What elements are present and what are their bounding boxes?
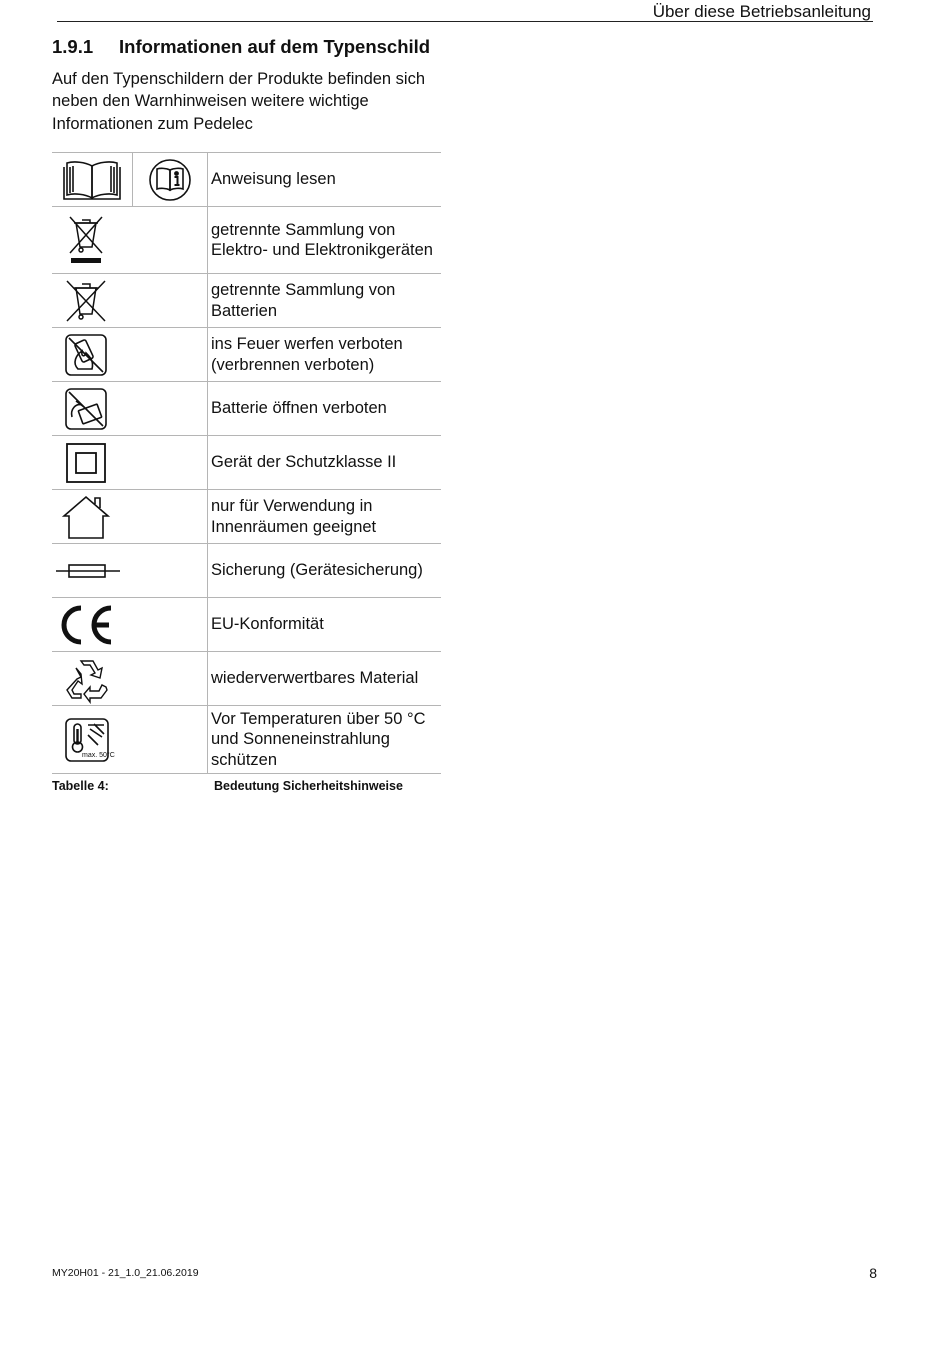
icon-cell	[52, 382, 208, 436]
icon-cell	[52, 598, 208, 652]
header-rule	[57, 21, 873, 22]
icon-cell	[52, 153, 208, 207]
symbol-description: ins Feuer werfen verboten (verbrennen verboten)	[208, 328, 442, 382]
info-book-icon	[148, 158, 192, 202]
table-row	[52, 274, 441, 328]
table-row	[52, 706, 441, 774]
double-square-icon	[65, 442, 107, 484]
table-row	[52, 598, 441, 652]
symbol-description: Sicherung (Gerätesicherung)	[208, 544, 442, 598]
crossed-bin-icon	[64, 278, 108, 324]
table-row	[52, 382, 441, 436]
no-open-battery-icon	[64, 387, 108, 431]
no-fire-icon	[64, 333, 108, 377]
table-row	[52, 652, 441, 706]
recycle-icon	[64, 657, 110, 701]
table-row	[52, 153, 441, 207]
section-title: Informationen auf dem Typenschild	[119, 36, 431, 57]
caption-text: Bedeutung Sicherheitshinweise	[214, 779, 403, 793]
icon-cell	[52, 652, 208, 706]
table-row	[52, 436, 441, 490]
icon-cell	[52, 207, 208, 274]
house-icon	[61, 494, 111, 540]
intro-paragraph: Auf den Typenschildern der Produkte befinden sich neben den Warnhinweisen weitere wichtige Informationen zum Pedelec	[52, 70, 426, 133]
symbol-description: getrennte Sammlung von Batterien	[208, 274, 442, 328]
symbol-description: Anweisung lesen	[208, 153, 442, 207]
symbol-description: getrennte Sammlung von Elektro- und Elektronikgeräten	[208, 207, 442, 274]
thermometer-sun-icon	[64, 717, 115, 763]
section-heading	[52, 36, 430, 58]
icon-cell	[52, 544, 208, 598]
fuse-icon	[55, 561, 121, 581]
icon-cell	[52, 436, 208, 490]
symbol-description: EU-Konformität	[208, 598, 442, 652]
book-icon	[61, 158, 123, 202]
ce-mark-icon	[57, 603, 117, 647]
symbol-table	[52, 152, 441, 774]
running-header: Über diese Betriebsanleitung	[652, 2, 871, 21]
footer-doc-id: MY20H01 - 21_1.0_21.06.2019	[52, 1267, 199, 1279]
table-row	[52, 207, 441, 274]
symbol-description: nur für Verwendung in Innenräumen geeignet	[208, 490, 442, 544]
table-row	[52, 328, 441, 382]
icon-cell	[52, 490, 208, 544]
crossed-bin-bar-icon	[66, 213, 106, 267]
symbol-description: Batterie öffnen verboten	[208, 382, 442, 436]
icon-cell	[52, 274, 208, 328]
temperature-limit-label: max. 50°C	[82, 751, 115, 759]
symbol-description: wiederverwertbares Material	[208, 652, 442, 706]
table-caption	[52, 779, 452, 793]
icon-cell	[52, 706, 208, 774]
page-number: 8	[869, 1265, 877, 1281]
table-row	[52, 490, 441, 544]
symbol-description: Vor Temperaturen über 50 °C und Sonneneinstrahlung schützen	[208, 706, 442, 774]
symbol-description: Gerät der Schutzklasse II	[208, 436, 442, 490]
table-row	[52, 544, 441, 598]
caption-label: Tabelle 4:	[52, 779, 109, 793]
section-number: 1.9.1	[52, 36, 94, 57]
icon-cell	[52, 328, 208, 382]
